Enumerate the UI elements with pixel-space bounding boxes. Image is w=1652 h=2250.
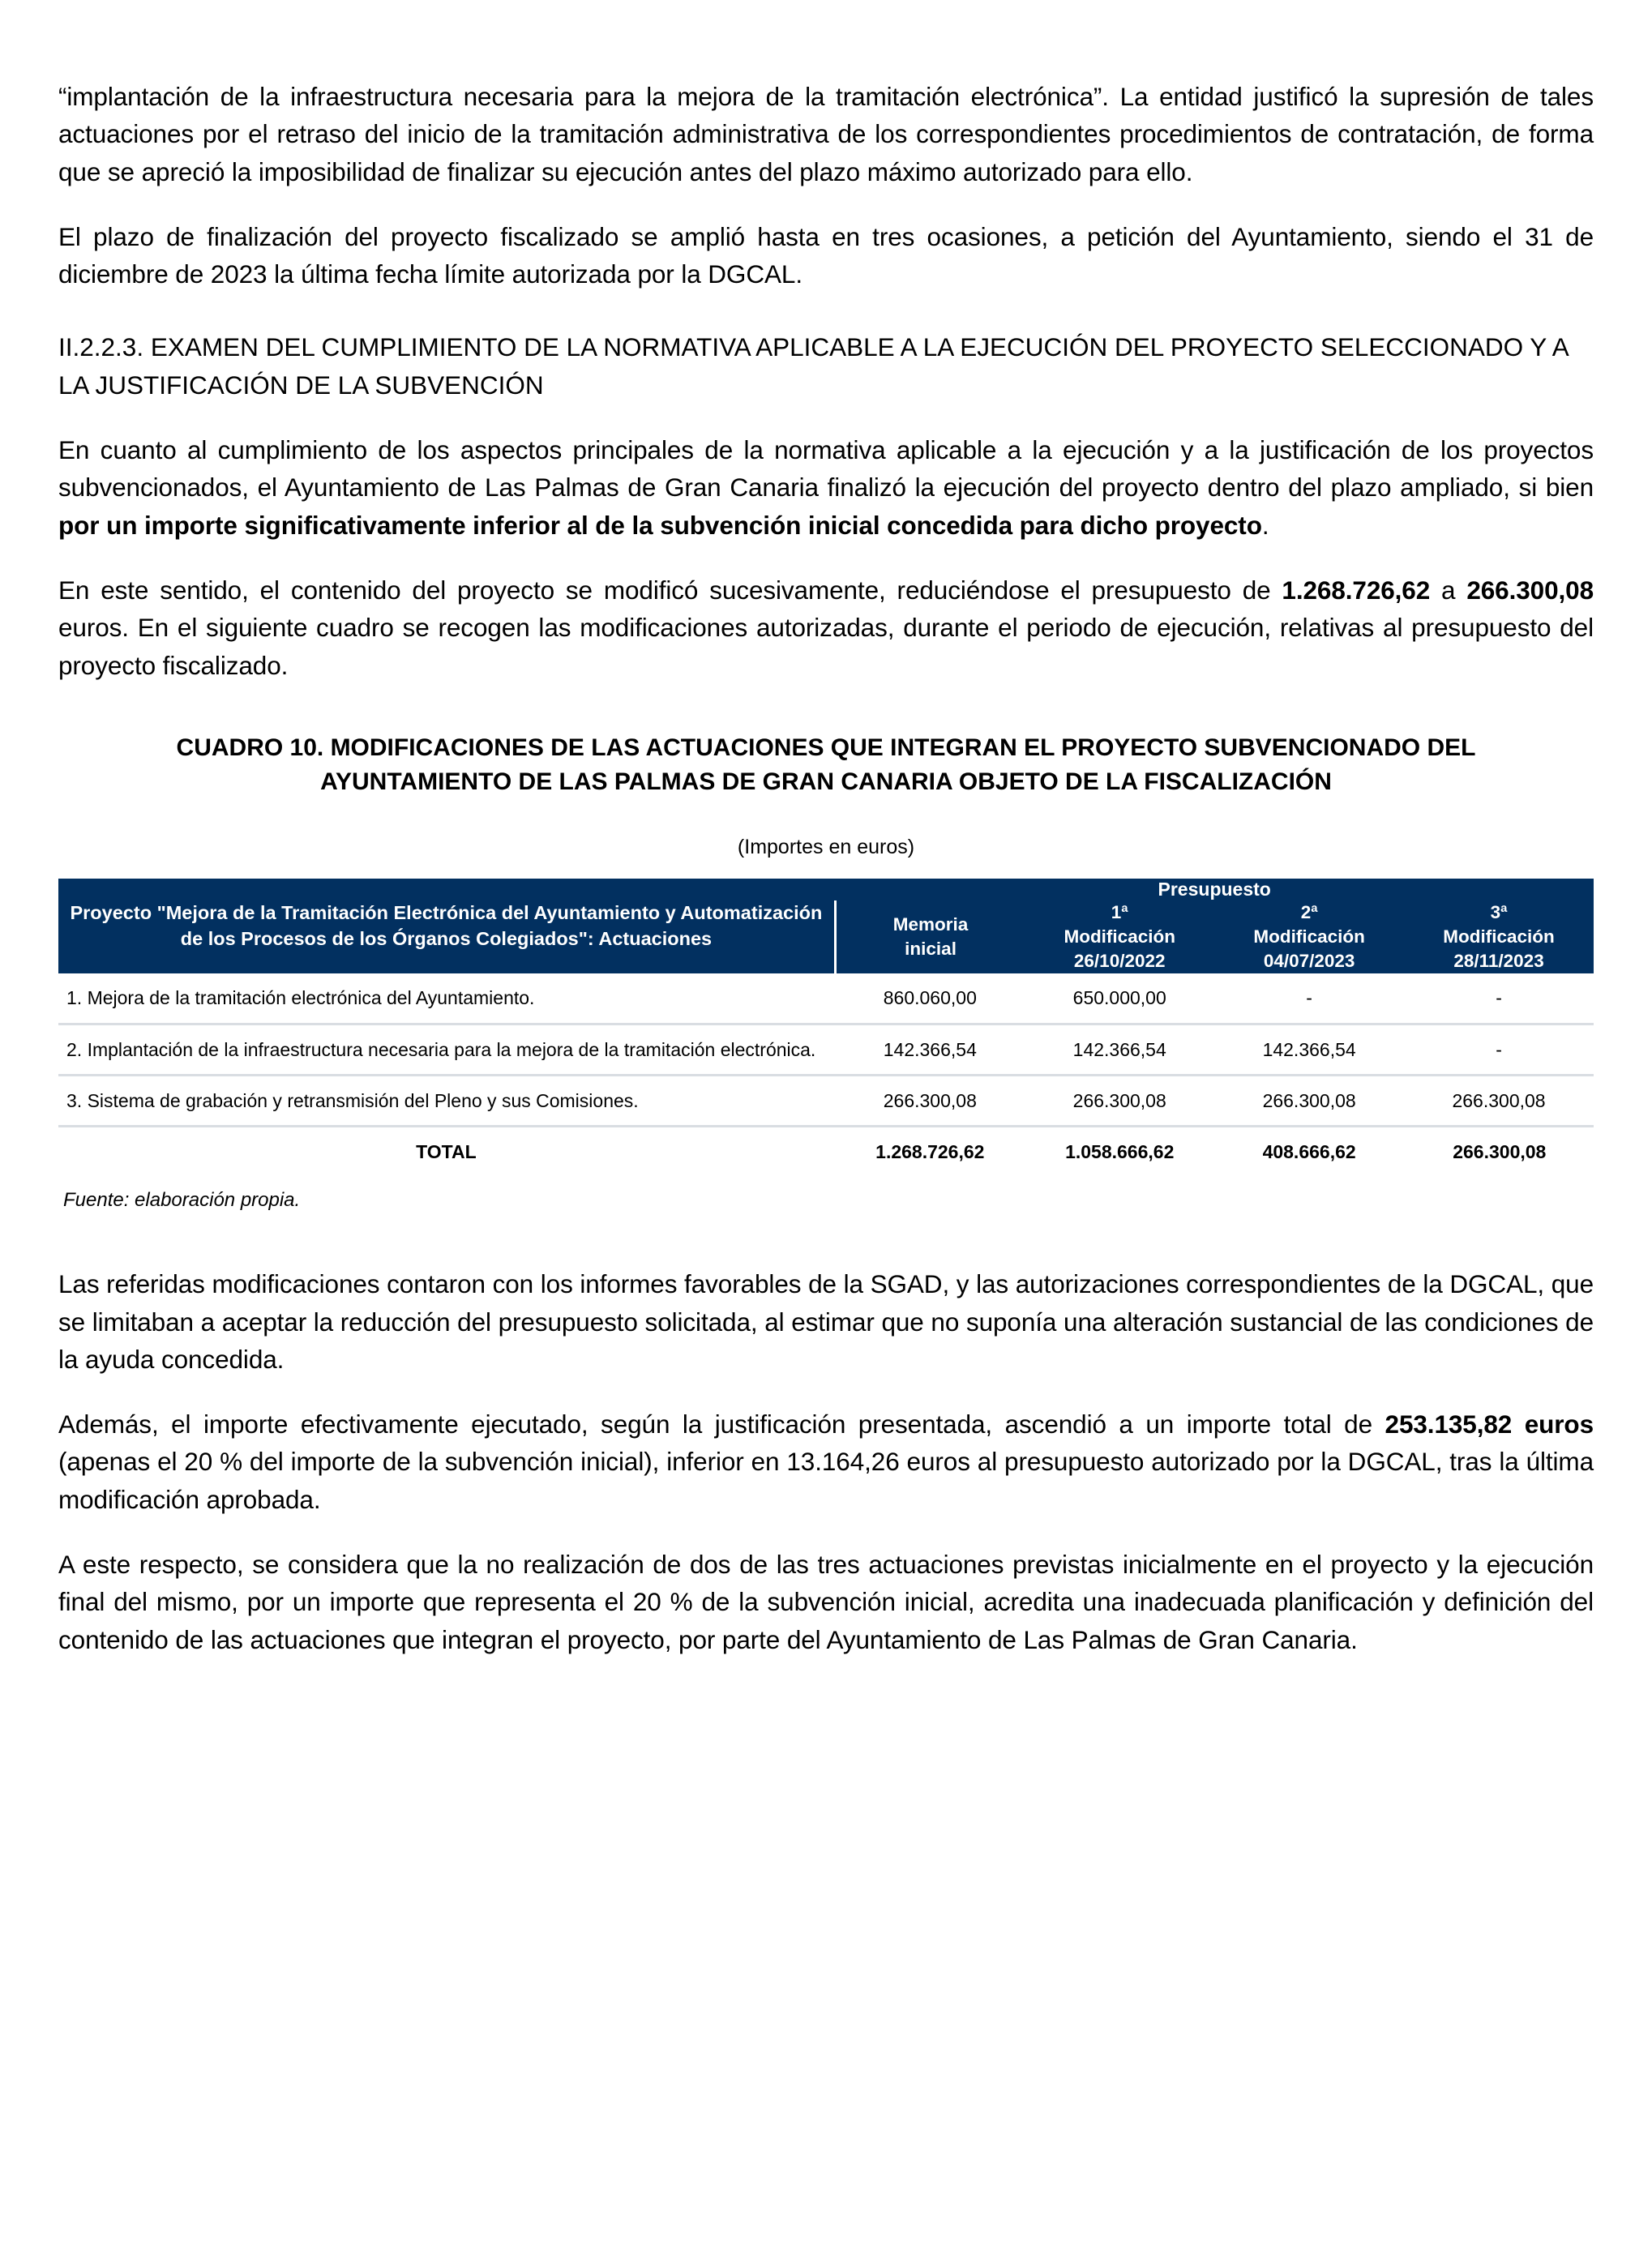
- table-head-row-group: [58, 879, 1594, 900]
- table-cell-amount: 142.366,54: [835, 1024, 1025, 1075]
- table-row: [58, 973, 1594, 1024]
- table-header-concept-label: Proyecto "Mejora de la Tramitación Electrónica del Ayuntamiento y Automatización de los Procesos de los Órganos Colegiados": Actuaciones: [70, 902, 823, 949]
- table-title: CUADRO 10. MODIFICACIONES DE LAS ACTUACIONES QUE INTEGRAN EL PROYECTO SUBVENCIONADO DEL AYUNTAMIENTO DE LAS PALMAS DE GRAN CANARIA OBJETO DE LA FISCALIZACIÓN: [176, 734, 1476, 796]
- cuadro-10-table: [58, 879, 1594, 1176]
- table-header-concept-holder: [58, 879, 835, 973]
- table-header-modificacion-1: 1ª Modificación 26/10/2022: [1025, 900, 1214, 973]
- section-heading: II.2.2.3. EXAMEN DEL CUMPLIMIENTO DE LA NORMATIVA APLICABLE A LA EJECUCIÓN DEL PROYECTO SELECCIONADO Y A LA JUSTIFICACIÓN DE LA SUBVENCIÓN: [58, 332, 1569, 400]
- table-head: [58, 879, 1594, 973]
- table-cell-amount: -: [1214, 973, 1404, 1024]
- table-total-amount: 1.058.666,62: [1025, 1127, 1214, 1177]
- paragraph-p6: Además, el importe efectivamente ejecutado, según la justificación presentada, ascendió a un importe total de 253.135,82 euros (apenas el 20 % del importe de la subvención inicial), inferior en 13.164,26 euros al presupuesto autorizado por la DGCAL, tras la última modificación aprobada.: [58, 1409, 1594, 1514]
- table-cell-amount: 266.300,08: [1025, 1075, 1214, 1126]
- table-cell-amount: 650.000,00: [1025, 973, 1214, 1024]
- emphasis-text: por un importe significativamente inferior al de la subvención inicial concedida para dicho proyecto: [58, 510, 1262, 540]
- table-total-amount: 266.300,08: [1404, 1127, 1594, 1177]
- table-cell-amount: 266.300,08: [835, 1075, 1025, 1126]
- table-row: [58, 1024, 1594, 1075]
- table-source-note: Fuente: elaboración propia.: [63, 1189, 301, 1212]
- table-cell-amount: 142.366,54: [1025, 1024, 1214, 1075]
- table-body: [58, 973, 1594, 1176]
- table-cell-amount: 266.300,08: [1404, 1075, 1594, 1126]
- table-cell-concept: 1. Mejora de la tramitación electrónica del Ayuntamiento.: [58, 973, 835, 1024]
- table-cell-amount: 142.366,54: [1214, 1024, 1404, 1075]
- table-total-amount: 408.666,62: [1214, 1127, 1404, 1177]
- table-cell-amount: 266.300,08: [1214, 1075, 1404, 1126]
- paragraph-p4: En este sentido, el contenido del proyecto se modificó sucesivamente, reduciéndose el presupuesto de 1.268.726,62 a 266.300,08 euros. En el siguiente cuadro se recogen las modificaciones autorizadas, durante el periodo de ejecución, relativas al presupuesto del proyecto fiscalizado.: [58, 575, 1594, 680]
- cuadro-10-block: [58, 731, 1594, 1212]
- table-row: [58, 1075, 1594, 1126]
- emphasis-text: 1.268.726,62: [1282, 575, 1431, 605]
- table-cell-concept: 3. Sistema de grabación y retransmisión del Pleno y sus Comisiones.: [58, 1075, 835, 1126]
- page-content: [58, 78, 1594, 1658]
- paragraph-p1: “implantación de la infraestructura necesaria para la mejora de la tramitación electrónica”. La entidad justificó la supresión de tales actuaciones por el retraso del inicio de la tramitación administrativa de los correspondientes procedimientos de contratación, de forma que se apreció la imposibilidad de finalizar su ejecución antes del plazo máximo autorizado para ello.: [58, 82, 1594, 186]
- paragraph-p2: El plazo de finalización del proyecto fiscalizado se amplió hasta en tres ocasiones, a petición del Ayuntamiento, siendo el 31 de diciembre de 2023 la última fecha límite autorizada por la DGCAL.: [58, 221, 1594, 289]
- paragraphs-before-table: [58, 431, 1594, 684]
- paragraphs-after-table: [58, 1265, 1594, 1658]
- paragraph-p3: En cuanto al cumplimiento de los aspectos principales de la normativa aplicable a la ejecución y a la justificación de los proyectos subvencionados, el Ayuntamiento de Las Palmas de Gran Canaria finalizó la ejecución del proyecto dentro del plazo ampliado, si bien por un importe significativamente inferior al de la subvención inicial concedida para dicho proyecto.: [58, 435, 1594, 540]
- table-cell-amount: -: [1404, 973, 1594, 1024]
- table-header-group-presupuesto: Presupuesto: [835, 879, 1594, 900]
- table-total-label: TOTAL: [58, 1127, 835, 1177]
- table-header-modificacion-2: 2ª Modificación 04/07/2023: [1214, 900, 1404, 973]
- table-total-row: [58, 1127, 1594, 1177]
- emphasis-text: 266.300,08: [1466, 575, 1594, 605]
- table-cell-amount: -: [1404, 1024, 1594, 1075]
- table-header-modificacion-3: 3ª Modificación 28/11/2023: [1404, 900, 1594, 973]
- emphasis-text: 253.135,82 euros: [1385, 1409, 1594, 1439]
- table-cell-concept: 2. Implantación de la infraestructura necesaria para la mejora de la tramitación electrónica.: [58, 1024, 835, 1075]
- table-units-note: (Importes en euros): [737, 836, 915, 859]
- paragraphs-before-heading: [58, 78, 1594, 293]
- table-header-memoria-inicial: Memoria inicial: [835, 900, 1025, 973]
- paragraph-p5: Las referidas modificaciones contaron con los informes favorables de la SGAD, y las autorizaciones correspondientes de la DGCAL, que se limitaban a aceptar la reducción del presupuesto solicitada, al estimar que no suponía una alteración sustancial de las condiciones de la ayuda concedida.: [58, 1269, 1594, 1374]
- paragraph-p7: A este respecto, se considera que la no realización de dos de las tres actuaciones previstas inicialmente en el proyecto y la ejecución final del mismo, por un importe que representa el 20 % de la subvención inicial, acredita una inadecuada planificación y definición del contenido de las actuaciones que integran el proyecto, por parte del Ayuntamiento de Las Palmas de Gran Canaria.: [58, 1550, 1594, 1654]
- table-total-amount: 1.268.726,62: [835, 1127, 1025, 1177]
- table-cell-amount: 860.060,00: [835, 973, 1025, 1024]
